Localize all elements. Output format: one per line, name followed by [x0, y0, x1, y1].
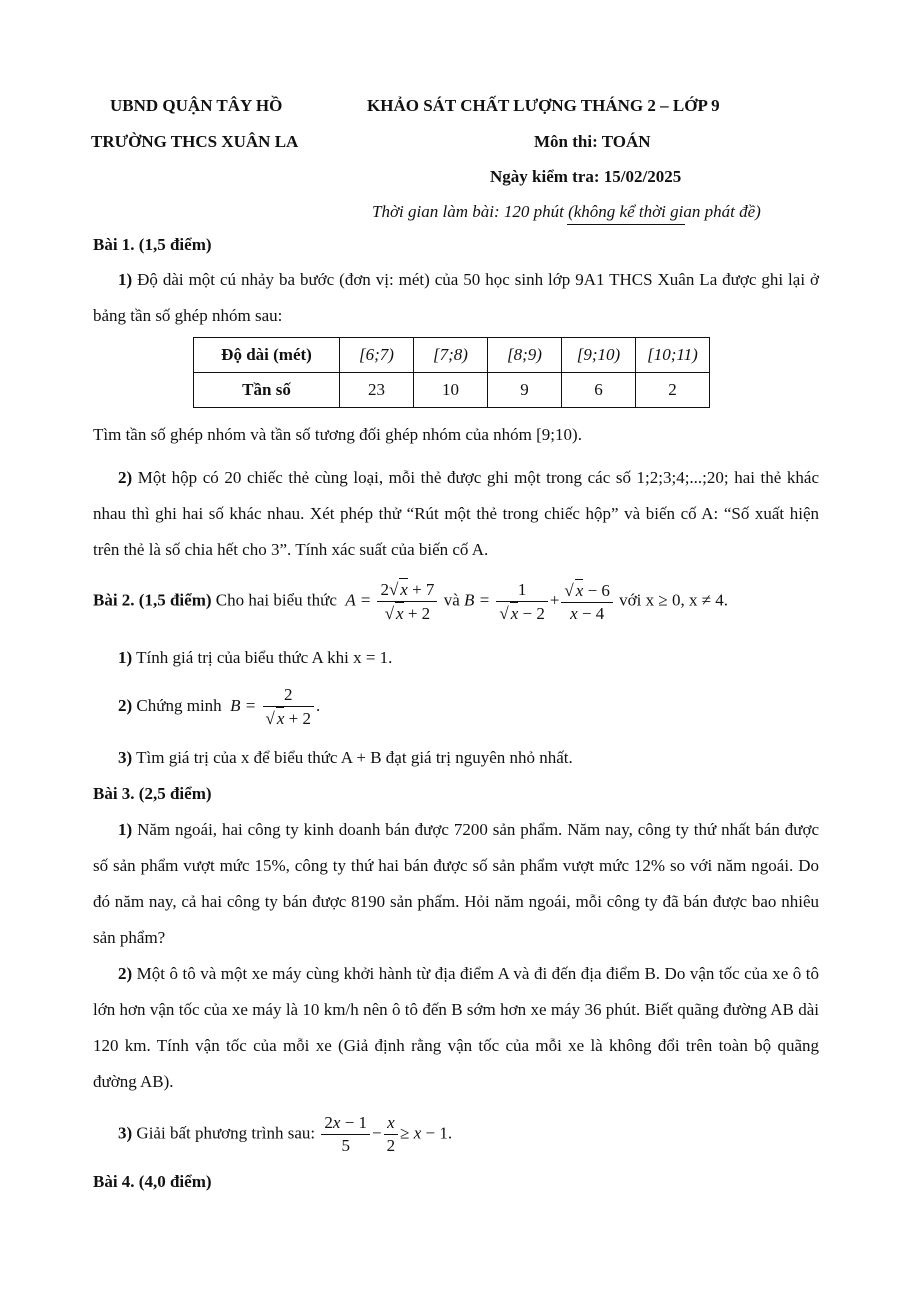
table-header-frequency: Tần số	[194, 373, 340, 408]
exam-title: KHẢO SÁT CHẤT LƯỢNG THÁNG 2 – LỚP 9	[367, 96, 720, 115]
table-row	[194, 373, 710, 408]
bai3-q1: 1) Năm ngoái, hai công ty kinh doanh bán được 7200 sản phẩm. Năm nay, công ty thứ nhất bán được số sản phẩm vượt mức 15%, công ty thứ hai bán được số sản phẩm vượt mức 12% so với năm ngoái. Do đó năm nay, cả hai công ty bán được 8190 sản phẩm. Hỏi năm ngoái, mỗi công ty đã bán được bao nhiêu sản phẩm?	[93, 820, 819, 947]
bai2-intro-line: Bài 2. (1,5 điểm) Cho hai biểu thức A = $\frac{2√ x + 7}{√ x + 2}$ và B = $\frac{1}{√ x - 2}$ + $\frac{√ x - 6}{x - 4}$ với x ≥ 0, x ≠ 4.	[93, 579, 729, 623]
expression-a: $\frac{2√ x + 7}{√ x + 2}$	[377, 578, 437, 625]
bai2-q3: 3) Tìm giá trị của x để biểu thức A + B đạt giá trị nguyên nhỏ nhất.	[118, 748, 573, 767]
time-note: Thời gian làm bài: 120 phút (không kể thời gian phát đề)	[372, 202, 761, 221]
bai1-title: Bài 1. (1,5 điểm)	[93, 235, 212, 254]
frequency-table	[193, 337, 710, 408]
bai1-q1-after: Tìm tần số ghép nhóm và tần số tương đối ghép nhóm của nhóm [9;10).	[93, 425, 582, 444]
bai3-q2: 2) Một ô tô và một xe máy cùng khởi hành từ địa điểm A và đi đến địa điểm B. Do vận tốc của xe ô tô lớn hơn vận tốc của xe máy là 10 km/h nên ô tô đến B sớm hơn xe máy 36 phút. Biết quãng đường AB dài 120 km. Tính vận tốc của mỗi xe (Giả định rằng vận tốc của mỗi xe là không đổi trên toàn bộ quãng đường AB).	[93, 964, 819, 1091]
subject: Môn thi: TOÁN	[534, 132, 651, 151]
table-cell: 6	[562, 373, 636, 408]
bai1-q2-label: 2)	[118, 468, 133, 487]
table-cell: [8;9)	[488, 338, 562, 373]
table-cell: [9;10)	[562, 338, 636, 373]
table-cell: 10	[414, 373, 488, 408]
bai2-q2: 2) Chứng minh B = $\frac{2}{√ x + 2}$ .	[118, 685, 321, 728]
bai3-q3: 3) Giải bất phương trình sau: $\frac{2x - 1}{5}$ − $\frac{x}{2}$ ≥ x − 1.	[118, 1113, 453, 1155]
table-row	[194, 338, 710, 373]
table-cell: [10;11)	[636, 338, 710, 373]
table-cell: [6;7)	[340, 338, 414, 373]
bai2-and: và	[443, 590, 460, 610]
bai1-q1-text: Độ dài một cú nhảy ba bước (đơn vị: mét) của 50 học sinh lớp 9A1 THCS Xuân La được ghi lại ở bảng tần số ghép nhóm sau:	[93, 270, 819, 325]
bai3-title: Bài 3. (2,5 điểm)	[93, 784, 212, 803]
expression-b-result: $\frac{2}{√ x + 2}$	[263, 684, 314, 730]
table-cell: [7;8)	[414, 338, 488, 373]
inequality-mid: $\frac{x}{2}$	[384, 1112, 399, 1157]
district-name: UBND QUẬN TÂY HỒ	[110, 96, 283, 115]
bai2-title: Bài 2. (1,5 điểm)	[93, 590, 212, 610]
table-cell: 9	[488, 373, 562, 408]
expression-b-part1: $\frac{1}{√ x - 2}$	[496, 579, 547, 625]
expression-b-part2: $\frac{√ x - 6}{x - 4}$	[561, 579, 612, 625]
exam-date: Ngày kiểm tra: 15/02/2025	[490, 167, 682, 186]
bai2-q1: 1) Tính giá trị của biểu thức A khi x = 1.	[118, 648, 393, 667]
bai1-q2-text: Một hộp có 20 chiếc thẻ cùng loại, mỗi thẻ được ghi một trong các số 1;2;3;4;...;20; hai thẻ khác nhau thì ghi hai số khác nhau. Xét phép thử “Rút một thẻ trong chiếc hộp” và biến cố A: “Số xuất hiện trên thẻ là số chia hết cho 3”. Tính xác suất của biến cố A.	[93, 468, 819, 559]
bai2-intro: Cho hai biểu thức	[215, 590, 337, 610]
bai4-title: Bài 4. (4,0 điểm)	[93, 1172, 212, 1191]
table-cell: 2	[636, 373, 710, 408]
table-header-length: Độ dài (mét)	[194, 338, 340, 373]
bai2-condition: với x ≥ 0, x ≠ 4.	[619, 590, 729, 610]
table-cell: 23	[340, 373, 414, 408]
inequality-left: $\frac{2x - 1}{5}$	[321, 1112, 370, 1157]
bai1-q2	[93, 460, 819, 568]
bai1-q1	[93, 262, 819, 334]
bai1-q1-label: 1)	[118, 270, 133, 289]
time-underline	[567, 224, 685, 225]
school-name: TRƯỜNG THCS XUÂN LA	[91, 132, 299, 151]
